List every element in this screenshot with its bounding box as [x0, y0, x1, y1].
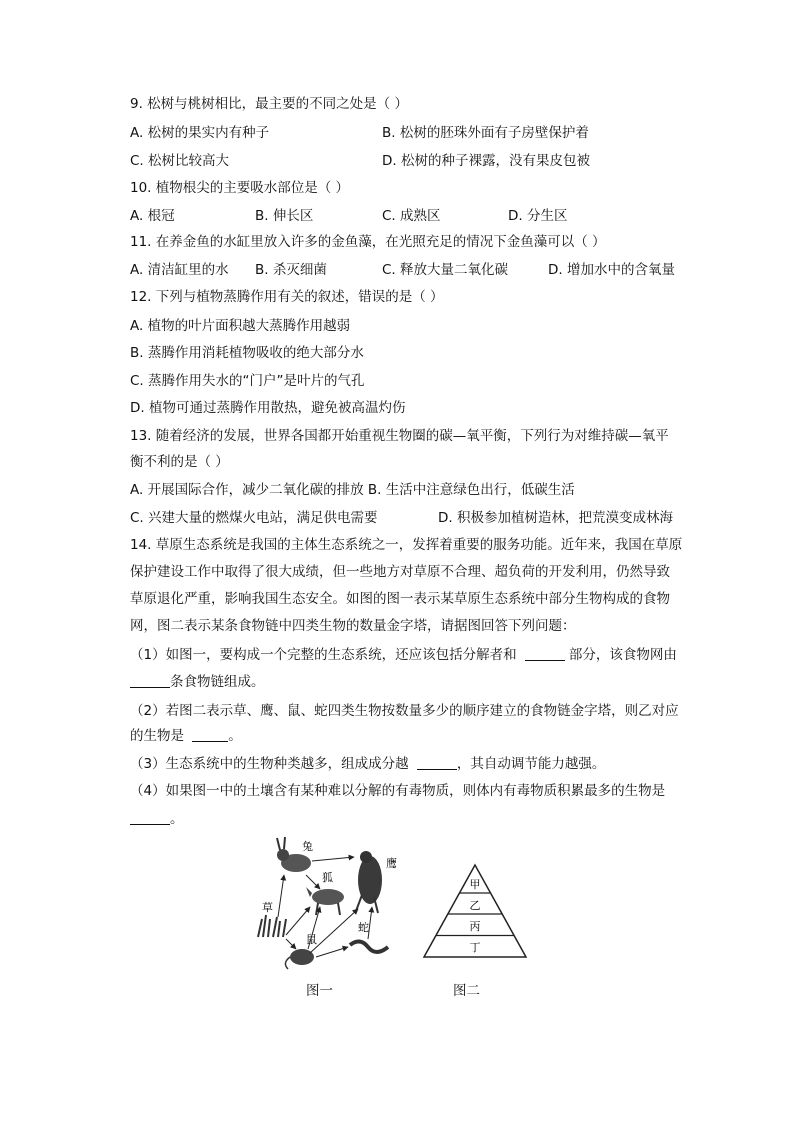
pyramid-level-4: 丁: [469, 941, 481, 954]
figure2-pyramid: [420, 855, 530, 965]
q14-sub1-text-c: 条食物链组成。: [170, 674, 265, 690]
grass-illustration: [258, 915, 286, 937]
snake-label: 蛇: [358, 921, 369, 934]
q12-option-c: C. 蒸腾作用失水的“门户”是叶片的气孔: [130, 373, 365, 389]
figure2-caption: 图二: [453, 983, 480, 999]
q10-option-c: C. 成熟区: [382, 208, 441, 224]
q11-option-a: A. 清洁缸里的水: [130, 262, 229, 278]
q10-option-d: D. 分生区: [508, 208, 568, 224]
q14-para-line2: 保护建设工作中取得了很大成绩，但一些地方对草原不合理、超负荷的开发利用，仍然导致: [130, 564, 670, 580]
q9-option-d: D. 松树的种子裸露，没有果皮包被: [382, 153, 590, 169]
q9-stem: 9. 松树与桃树相比，最主要的不同之处是（ ）: [130, 96, 408, 112]
q9-option-a: A. 松树的果实内有种子: [130, 125, 270, 141]
q14-sub2-text-b: 的生物是: [130, 728, 184, 744]
q14-sub1-text-b: 部分，该食物网由: [568, 647, 677, 663]
q12-option-b: B. 蒸腾作用消耗植物吸收的绝大部分水: [130, 345, 364, 361]
q14-sub1-blank-2[interactable]: [130, 673, 170, 688]
q10-option-a: A. 根冠: [130, 208, 175, 224]
fox-label: 狐: [322, 871, 333, 884]
q12-option-d: D. 植物可通过蒸腾作用散热，避免被高温灼伤: [130, 400, 406, 416]
q11-stem: 11. 在养金鱼的水缸里放入许多的金鱼藻，在光照充足的情况下金鱼藻可以（ ）: [130, 234, 606, 250]
mouse-illustration: [285, 949, 314, 969]
q14-para-line1: 14. 草原生态系统是我国的主体生态系统之一，发挥着重要的服务功能。近年来，我国在草原: [130, 537, 683, 553]
q11-option-b: B. 杀灭细菌: [255, 262, 327, 278]
q13-stem-line1: 13. 随着经济的发展，世界各国都开始重视生物圈的碳—氧平衡，下列行为对维持碳—氧平: [130, 428, 669, 444]
q14-sub2-blank[interactable]: [192, 727, 228, 742]
q14-sub3-text-b: ，其自动调节能力越强。: [456, 756, 606, 772]
grass-label: 草: [262, 901, 273, 914]
q14-sub4-line2: [130, 810, 184, 828]
figure1-food-web: [250, 835, 410, 975]
q13-options-ab: A. 开展国际合作，减少二氧化碳的排放 B. 生活中注意绿色出行，低碳生活: [130, 482, 575, 498]
q12-stem: 12. 下列与植物蒸腾作用有关的叙述，错误的是（ ）: [130, 289, 444, 305]
q14-sub1-blank-1[interactable]: [525, 646, 565, 661]
snake-illustration: [350, 941, 388, 952]
pyramid-level-1: 甲: [469, 878, 481, 891]
rabbit-label: 兔: [302, 840, 313, 853]
q10-stem: 10. 植物根尖的主要吸水部位是（ ）: [130, 180, 350, 196]
fox-illustration: [306, 887, 344, 915]
eagle-illustration: [356, 851, 382, 913]
q14-sub2-line2: [130, 727, 242, 745]
q13-option-d: D. 积极参加植树造林，把荒漠变成林海: [438, 510, 673, 526]
pyramid-level-3: 丙: [469, 920, 481, 933]
q12-option-a: A. 植物的叶片面积越大蒸腾作用越弱: [130, 318, 351, 334]
eagle-label: 鹰: [386, 857, 397, 870]
q13-option-c: C. 兴建大量的燃煤火电站，满足供电需要: [130, 510, 378, 526]
q14-sub1-line1: [130, 646, 677, 664]
q14-para-line3: 草原退化严重，影响我国生态安全。如图的图一表示某草原生态系统中部分生物构成的食物: [130, 591, 670, 607]
q14-sub4-blank[interactable]: [130, 810, 170, 825]
q9-option-b: B. 松树的胚珠外面有子房壁保护着: [382, 125, 589, 141]
mouse-label: 鼠: [306, 933, 317, 946]
q9-option-c: C. 松树比较高大: [130, 153, 230, 169]
q11-option-d: D. 增加水中的含氧量: [548, 262, 675, 278]
q13-stem-line2: 衡不利的是（ ）: [130, 454, 229, 470]
pyramid-level-2: 乙: [469, 899, 481, 912]
q14-sub2-line1: （2）若图二表示草、鹰、鼠、蛇四类生物按数量多少的顺序建立的食物链金字塔，则乙对应: [130, 703, 679, 719]
q10-option-b: B. 伸长区: [255, 208, 314, 224]
q14-sub4-text-b: 。: [170, 811, 184, 827]
q14-sub3-blank[interactable]: [417, 755, 457, 770]
q14-para-line4: 网，图二表示某条食物链中四类生物的数量金字塔，请据图回答下列问题：: [130, 618, 576, 634]
q11-option-c: C. 释放大量二氧化碳: [382, 262, 509, 278]
q14-sub1-text-a: （1）如图一，要构成一个完整的生态系统，还应该包括分解者和: [130, 647, 517, 663]
q14-sub3-text-a: （3）生态系统中的生物种类越多，组成成分越: [130, 756, 409, 772]
q14-sub1-line2: [130, 673, 265, 691]
q14-sub2-text-c: 。: [228, 728, 242, 744]
figure1-caption: 图一: [306, 983, 333, 999]
q14-sub3-line: [130, 755, 605, 773]
q14-sub4-line1: （4）如果图一中的土壤含有某种难以分解的有毒物质，则体内有毒物质积累最多的生物是: [130, 783, 666, 799]
